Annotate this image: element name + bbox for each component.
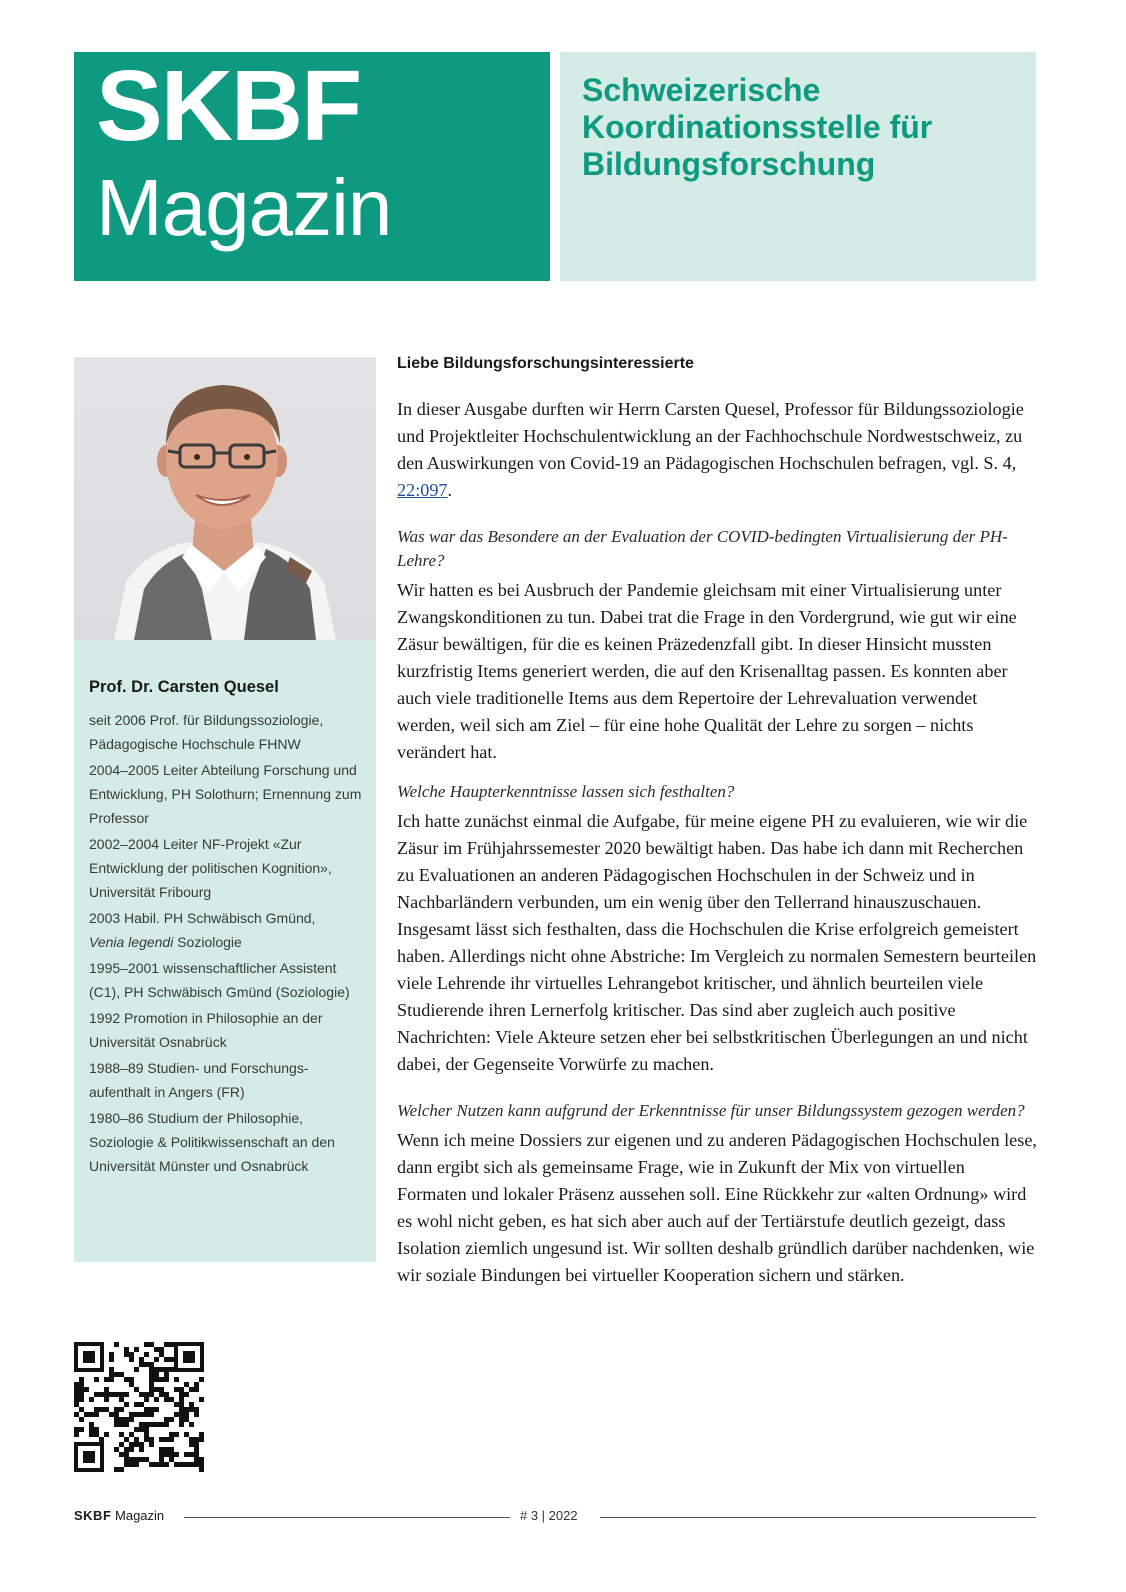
intro-text: In dieser Ausgabe durften wir Herrn Carsten Quesel, Professor für Bildungssoziologie und Projektleiter Hochschulentwicklung an der Fachhochschule Nordwestschweiz, zu den Auswirkungen von Covid-19 an Pädagogischen Hochschulen befragen, vgl. S. 4, [397, 399, 1024, 473]
reference-link[interactable]: 22:097 [397, 480, 448, 500]
bio-panel [74, 640, 376, 1262]
masthead-subtitle: Magazin [96, 163, 392, 252]
answer-3: Wenn ich meine Dossiers zur eigenen und zu anderen Pädagogischen Hochschulen lese, dann ergibt sich als gemeinsame Frage, wie in Zukunft der Mix von virtuellen Formaten und lokaler Präsenz aussehen soll. Eine Rückkehr zur «alten Ordnung» wird es wohl nicht geben, es hat sich aber auch auf der Tertiärstufe deutlich gezeigt, dass Isolation ziemlich ungesund ist. Wir sollten deshalb gründlich darüber nachdenken, wie wir soziale Bindungen bei virtueller Kooperation sichern und stärken. [397, 1130, 1037, 1285]
bio-name: Prof. Dr. Carsten Quesel [89, 678, 279, 696]
cv-item [89, 906, 362, 954]
cv-item-text: 2003 Habil. PH Schwäbisch Gmünd, [89, 910, 316, 926]
greeting: Liebe Bildungsforschungsinteressierte [397, 355, 694, 372]
organization-name: Schweizerische Koordinationsstelle für Bildungsforschung [582, 72, 933, 182]
issue-number: # 3 | 2022 [520, 1508, 578, 1523]
cv-item-italic: Venia legendi [89, 934, 174, 950]
footer-brand [74, 1508, 164, 1523]
intro-paragraph [397, 396, 1039, 504]
answer-1: Wir hatten es bei Ausbruch der Pandemie gleichsam mit einer Virtualisierung unter Zwangskonditionen zu tun. Dabei trat die Frage in den Vordergrund, wie gut wir eine Zäsur bewältigen, für die es keinen Präzedenzfall gibt. In dieser Hinsicht mussten kurzfristig Items generiert werden, die auf den Krisenalltag passen. Es konnten aber auch viele traditionelle Items aus dem Repertoire der Lehrevaluation verwendet werden, weil sich am Ziel – für eine hohe Qualität der Lehre zu sorgen – nichts verändert hat. [397, 580, 1017, 762]
answer-2: Ich hatte zunächst einmal die Aufgabe, für meine eigene PH zu evaluieren, wie wir die Zäsur im Frühjahrssemester 2020 bewältigt haben. Das habe ich dann mit Recherchen zu Evaluationen an anderen Pädagogischen Hochschulen in der Schweiz und in Nachbarländern verbunden, um ein wenig über den Tellerrand hinauszuschauen. Insgesamt lässt sich festhalten, dass die Hochschulen die Krise erfolgreich gemeistert haben. Allerdings nicht ohne Abstriche: Im Vergleich zu normalen Semestern beurteilen viele Lehrende ihr virtuelles Lehrangebot kritischer, und ähnlich beurteilen viele Studierende ihren Lernerfolg kritischer. Das sind aber zugleich auch positive Nachrichten: Viele Akteure setzen eher bei selbstkritischen Überlegungen an und nicht dabei, der Gegenseite Vorwürfe zu machen. [397, 811, 1037, 1074]
article [397, 355, 1039, 1289]
cv-item: 1992 Promotion in Philosophie an der Universität Osnabrück [89, 1010, 323, 1050]
footer-brand-bold: SKBF [74, 1508, 112, 1523]
footer-brand-text: Magazin [115, 1508, 165, 1523]
cv-item-text: Soziologie [177, 934, 242, 950]
footer-rule-right [600, 1517, 1036, 1518]
portrait-photo [74, 357, 376, 640]
masthead [74, 52, 550, 281]
intro-end: . [447, 480, 453, 500]
question-3: Welcher Nutzen kann aufgrund der Erkenntnisse für unser Bildungssystem gezogen werden? [397, 1101, 1025, 1120]
cv-item: 1980–86 Studium der Philosophie, Soziologie & Politikwissenschaft an den Universität Münster und Osnabrück [89, 1110, 335, 1174]
qr-code[interactable] [74, 1342, 204, 1472]
question-2: Welche Haupterkenntnisse lassen sich festhalten? [397, 782, 735, 801]
cv-item: 2004–2005 Leiter Abteilung Forschung und Entwicklung, PH Solothurn; Ernennung zum Professor [89, 762, 362, 826]
cv-item: 1988–89 Studien- und Forschungs-aufenthalt in Angers (FR) [89, 1060, 309, 1100]
organization-box [560, 52, 1036, 281]
question-1: Was war das Besondere an der Evaluation der COVID-bedingten Virtualisierung der PH-Lehre? [397, 527, 1008, 570]
cv-item: 1995–2001 wissenschaftlicher Assistent (C1), PH Schwäbisch Gmünd (Soziologie) [89, 960, 350, 1000]
cv-list [89, 708, 362, 1178]
masthead-title: SKBF [96, 50, 361, 162]
page-footer [74, 1506, 1036, 1528]
portrait-illustration [74, 357, 376, 640]
cv-item: 2002–2004 Leiter NF-Projekt «Zur Entwicklung der politischen Kognition», Universität Fribourg [89, 836, 332, 900]
qr-code-icon [74, 1342, 204, 1472]
cv-item: seit 2006 Prof. für Bildungssoziologie, Pädagogische Hochschule FHNW [89, 712, 324, 752]
footer-rule-left [184, 1517, 510, 1518]
